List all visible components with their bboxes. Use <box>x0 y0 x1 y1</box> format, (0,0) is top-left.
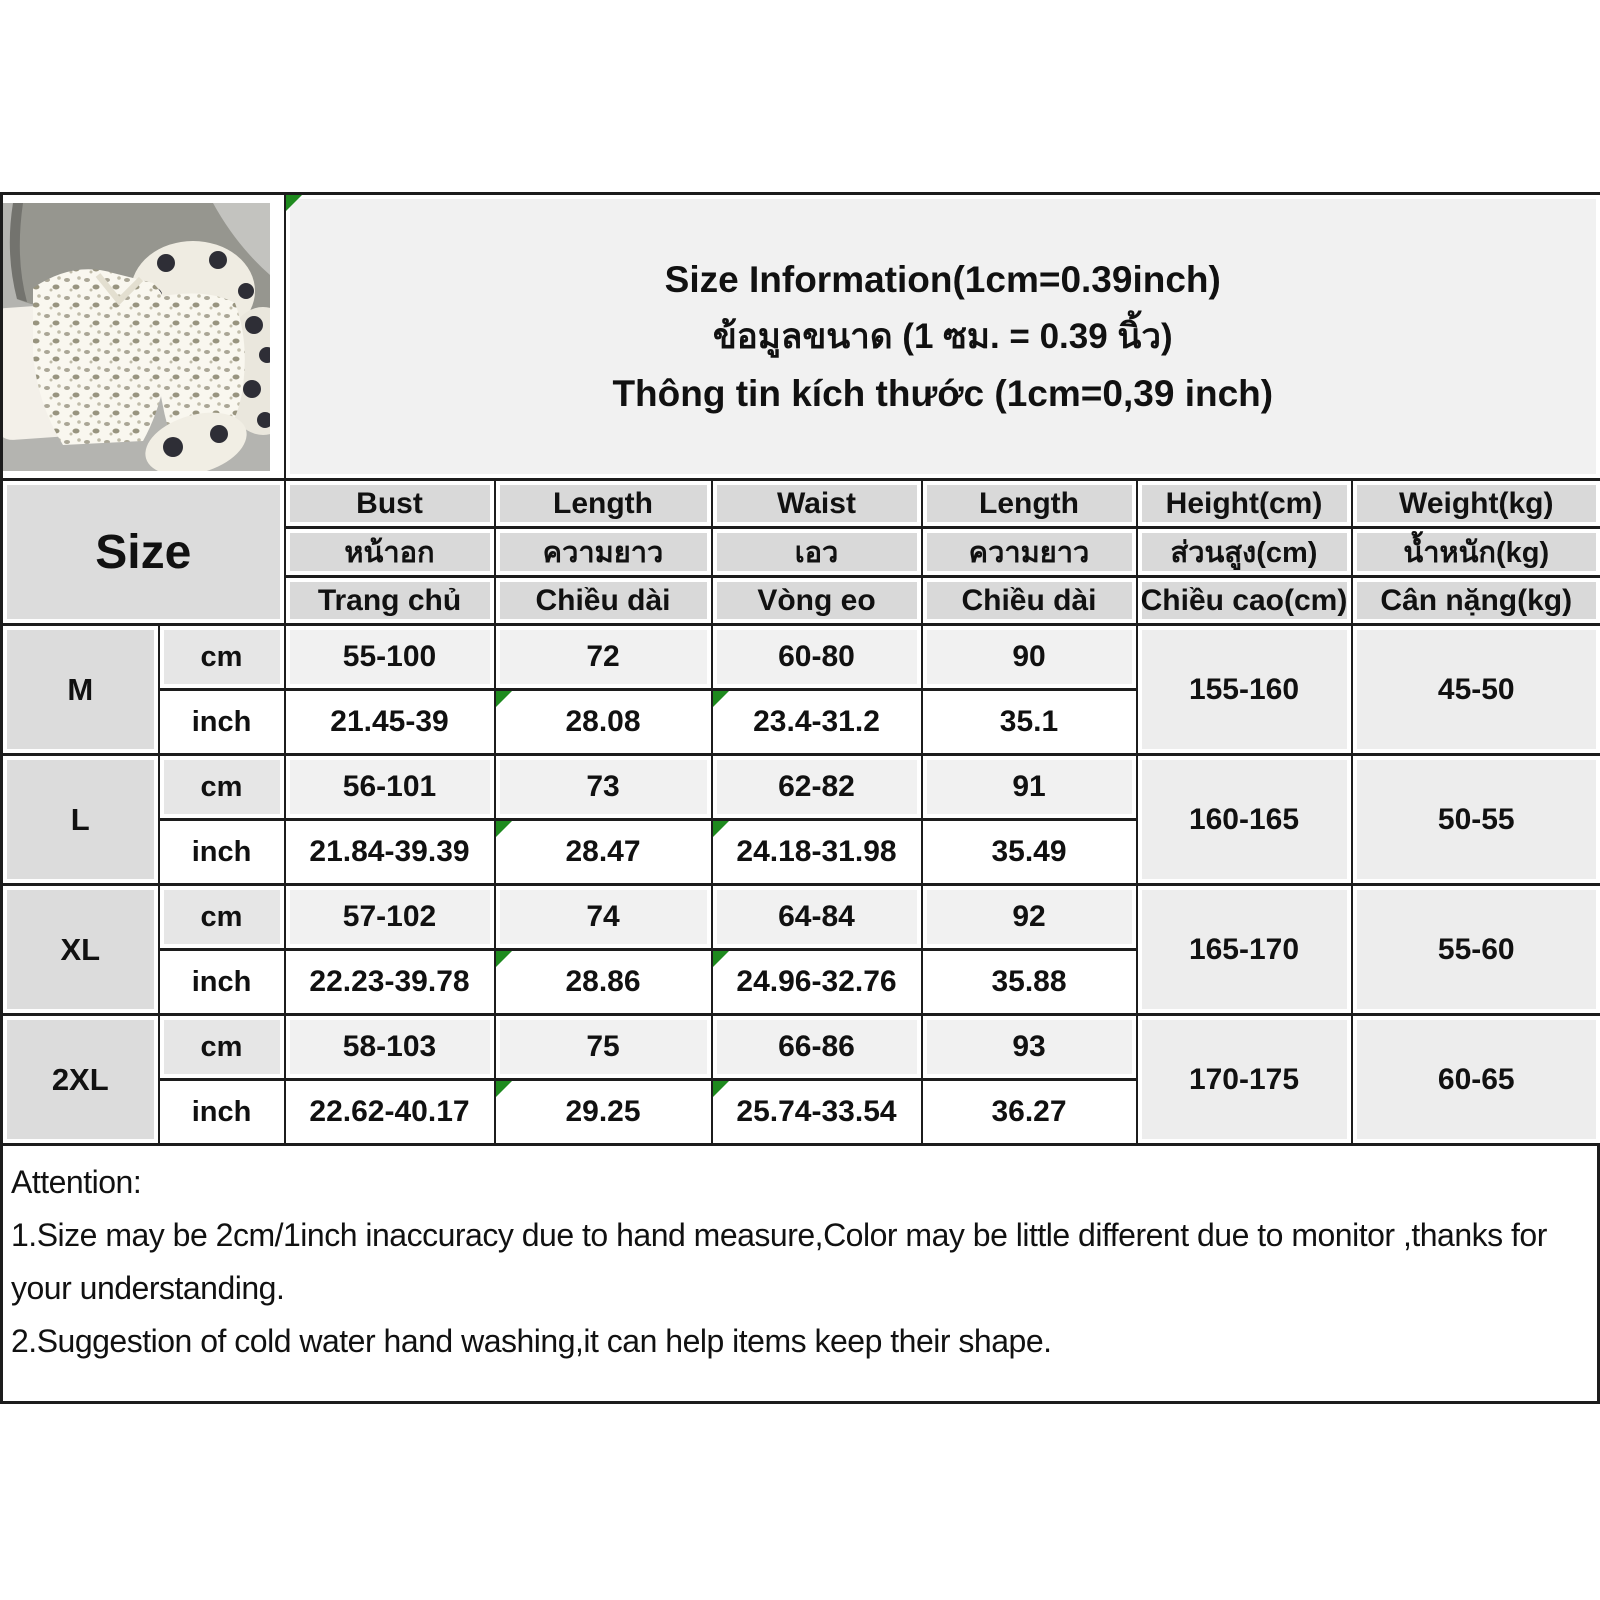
cell-m-length2-inch: 35.1 <box>922 690 1137 755</box>
cell-l-length2-cm: 91 <box>922 755 1137 820</box>
cell-2xl-length-inch <box>495 1080 712 1145</box>
cell-2xl-length2-inch: 36.27 <box>922 1080 1137 1145</box>
unit-label-cm: cm <box>159 625 285 690</box>
size-table <box>0 192 1600 1146</box>
col-header-height-th: ส่วนสูง(cm) <box>1137 528 1352 577</box>
cell-m-weight: 45-50 <box>1352 625 1600 755</box>
col-header-length2-vi: Chiều dài <box>922 577 1137 625</box>
green-corner-marker <box>496 691 512 707</box>
col-header-waist-en: Waist <box>712 480 922 528</box>
cell-2xl-waist-cm: 66-86 <box>712 1015 922 1080</box>
unit-label-cm: cm <box>159 1015 285 1080</box>
unit-label-inch: inch <box>159 690 285 755</box>
cell-l-bust-cm: 56-101 <box>285 755 495 820</box>
cell-xl-length-cm: 74 <box>495 885 712 950</box>
green-corner-marker <box>713 951 729 967</box>
col-header-length-th: ความยาว <box>495 528 712 577</box>
unit-label-inch: inch <box>159 820 285 885</box>
green-corner-marker <box>713 821 729 837</box>
cell-2xl-length2-cm: 93 <box>922 1015 1137 1080</box>
size-row-label-xl: XL <box>2 885 159 1015</box>
cell-m-bust-cm: 55-100 <box>285 625 495 690</box>
size-row-label-2xl: 2XL <box>2 1015 159 1145</box>
cell-xl-length2-inch: 35.88 <box>922 950 1137 1015</box>
cell-xl-bust-cm: 57-102 <box>285 885 495 950</box>
cell-xl-bust-inch: 22.23-39.78 <box>285 950 495 1015</box>
cell-m-length2-cm: 90 <box>922 625 1137 690</box>
unit-label-inch: inch <box>159 1080 285 1145</box>
cell-m-length-cm: 72 <box>495 625 712 690</box>
unit-label-cm: cm <box>159 885 285 950</box>
cell-m-waist-cm: 60-80 <box>712 625 922 690</box>
col-header-waist-vi: Vòng eo <box>712 577 922 625</box>
attention-notes <box>0 1146 1600 1404</box>
cell-2xl-bust-inch: 22.62-40.17 <box>285 1080 495 1145</box>
size-row-label-m: M <box>2 625 159 755</box>
col-header-weight-vi: Cân nặng(kg) <box>1352 577 1600 625</box>
attention-note-1: 1.Size may be 2cm/1inch inaccuracy due to hand measure,Color may be little different due to monitor ,thanks for your understanding. <box>11 1217 1547 1306</box>
cell-xl-weight: 55-60 <box>1352 885 1600 1015</box>
cell-value: 28.86 <box>565 965 641 998</box>
title-thai: ข้อมูลขนาด (1 ซม. = 0.39 นิ้ว) <box>712 317 1173 356</box>
col-header-weight-en: Weight(kg) <box>1352 480 1600 528</box>
size-header: Size <box>2 480 285 625</box>
col-header-length2-th: ความยาว <box>922 528 1137 577</box>
product-photo-cell <box>2 194 285 480</box>
cell-value: 25.74-33.54 <box>736 1095 897 1128</box>
cell-xl-length-inch <box>495 950 712 1015</box>
green-corner-marker <box>496 951 512 967</box>
cell-value: 24.96-32.76 <box>736 965 897 998</box>
cell-l-height: 160-165 <box>1137 755 1352 885</box>
cell-m-height: 155-160 <box>1137 625 1352 755</box>
cell-xl-length2-cm: 92 <box>922 885 1137 950</box>
col-header-length-vi: Chiều dài <box>495 577 712 625</box>
attention-note-2: 2.Suggestion of cold water hand washing,it can help items keep their shape. <box>11 1323 1052 1359</box>
cell-2xl-height: 170-175 <box>1137 1015 1352 1145</box>
col-header-bust-th: หน้าอก <box>285 528 495 577</box>
cell-l-length-inch <box>495 820 712 885</box>
col-header-height-vi: Chiều cao(cm) <box>1137 577 1352 625</box>
cell-l-weight: 50-55 <box>1352 755 1600 885</box>
cell-l-length2-inch: 35.49 <box>922 820 1137 885</box>
col-header-length2-en: Length <box>922 480 1137 528</box>
product-photo <box>3 203 270 471</box>
green-corner-marker <box>286 195 302 211</box>
cell-l-bust-inch: 21.84-39.39 <box>285 820 495 885</box>
cell-value: 28.08 <box>565 705 641 738</box>
col-header-bust-vi: Trang chủ <box>285 577 495 625</box>
cell-value: 28.47 <box>565 835 641 868</box>
col-header-height-en: Height(cm) <box>1137 480 1352 528</box>
cell-value: 23.4-31.2 <box>753 705 880 738</box>
size-row-label-l: L <box>2 755 159 885</box>
cell-2xl-waist-inch <box>712 1080 922 1145</box>
col-header-bust-en: Bust <box>285 480 495 528</box>
col-header-weight-th: น้ำหนัก(kg) <box>1352 528 1600 577</box>
cell-m-length-inch <box>495 690 712 755</box>
col-header-length-en: Length <box>495 480 712 528</box>
cell-m-bust-inch: 21.45-39 <box>285 690 495 755</box>
green-corner-marker <box>496 1081 512 1097</box>
top-margin <box>0 0 1600 192</box>
cell-value: 29.25 <box>565 1095 641 1128</box>
title-english: Size Information(1cm=0.39inch) <box>664 259 1221 300</box>
cell-2xl-length-cm: 75 <box>495 1015 712 1080</box>
col-header-waist-th: เอว <box>712 528 922 577</box>
cell-xl-height: 165-170 <box>1137 885 1352 1015</box>
cell-value: 24.18-31.98 <box>736 835 897 868</box>
unit-label-inch: inch <box>159 950 285 1015</box>
title-vietnamese: Thông tin kích thước (1cm=0,39 inch) <box>612 373 1274 414</box>
green-corner-marker <box>713 1081 729 1097</box>
cell-l-length-cm: 73 <box>495 755 712 820</box>
size-information-title <box>285 194 1600 480</box>
attention-heading: Attention: <box>11 1164 142 1200</box>
cell-m-waist-inch <box>712 690 922 755</box>
cell-xl-waist-cm: 64-84 <box>712 885 922 950</box>
cell-l-waist-cm: 62-82 <box>712 755 922 820</box>
cell-xl-waist-inch <box>712 950 922 1015</box>
cell-2xl-weight: 60-65 <box>1352 1015 1600 1145</box>
green-corner-marker <box>713 691 729 707</box>
cell-2xl-bust-cm: 58-103 <box>285 1015 495 1080</box>
cell-l-waist-inch <box>712 820 922 885</box>
unit-label-cm: cm <box>159 755 285 820</box>
green-corner-marker <box>496 821 512 837</box>
